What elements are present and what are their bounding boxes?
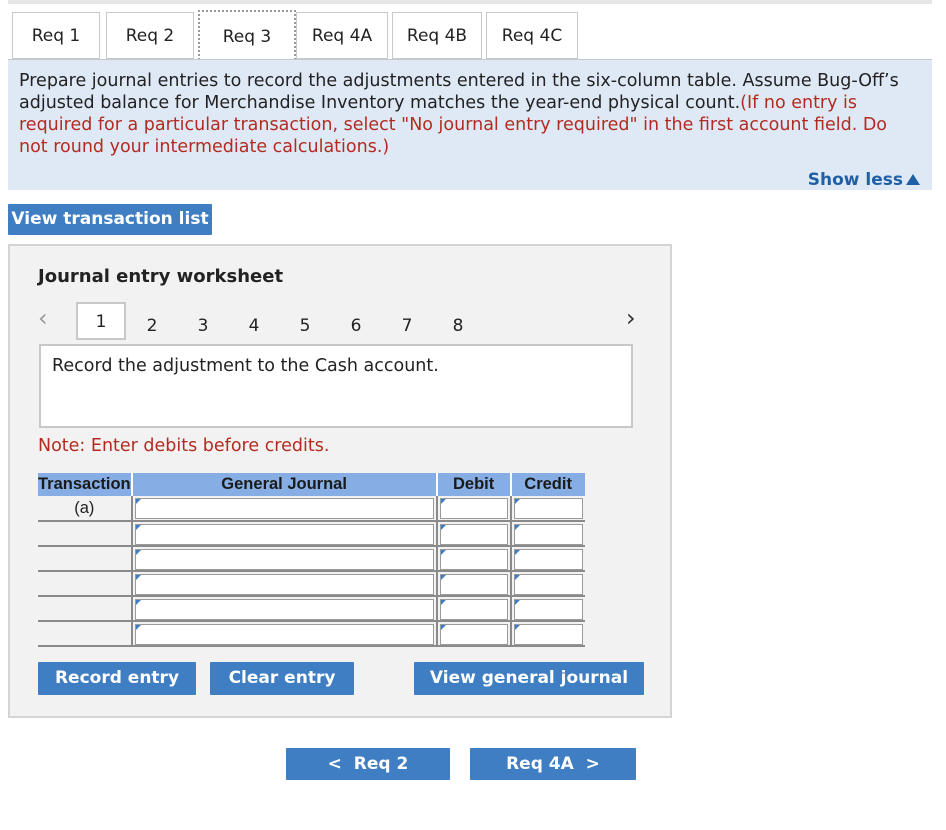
credit-input[interactable] <box>514 498 583 519</box>
entry-page-5[interactable]: 5 <box>299 316 311 336</box>
table-row <box>38 621 585 646</box>
account-cell <box>132 571 437 596</box>
next-req-label: Req 4A <box>506 754 574 774</box>
debit-input[interactable] <box>440 549 508 570</box>
triangle-up-icon <box>906 174 920 185</box>
debit-input[interactable] <box>440 574 508 595</box>
table-row <box>38 546 585 571</box>
transaction-cell <box>38 621 132 646</box>
requirement-tabs <box>8 10 932 60</box>
table-row <box>38 496 585 521</box>
instructions-box <box>8 60 932 190</box>
tab-req-1[interactable]: Req 1 <box>12 12 100 59</box>
table-row <box>38 521 585 546</box>
debit-cell <box>437 571 511 596</box>
debit-cell <box>437 596 511 621</box>
entry-pager <box>38 302 648 342</box>
next-req-button[interactable] <box>470 748 636 780</box>
debit-cell <box>437 496 511 521</box>
next-entry-arrow-icon[interactable]: › <box>626 304 636 332</box>
tab-req-4a[interactable]: Req 4A <box>296 12 388 59</box>
account-select[interactable] <box>135 524 434 545</box>
credit-cell <box>511 496 585 521</box>
tab-req-4c[interactable]: Req 4C <box>486 12 578 59</box>
journal-entry-worksheet <box>8 244 672 718</box>
col-credit: Credit <box>511 473 585 496</box>
credit-cell <box>511 521 585 546</box>
debit-cell <box>437 621 511 646</box>
entry-description: Record the adjustment to the Cash account. <box>39 344 633 428</box>
entry-page-4[interactable]: 4 <box>248 316 260 336</box>
credit-cell <box>511 621 585 646</box>
view-general-journal-button[interactable]: View general journal <box>414 662 644 695</box>
show-less-link[interactable] <box>808 170 920 190</box>
credit-input[interactable] <box>514 549 583 570</box>
credit-input[interactable] <box>514 574 583 595</box>
debit-cell <box>437 521 511 546</box>
prev-req-button[interactable] <box>286 748 450 780</box>
tab-req-2[interactable]: Req 2 <box>106 12 194 59</box>
transaction-cell <box>38 596 132 621</box>
show-less-label: Show less <box>807 170 903 190</box>
account-cell <box>132 596 437 621</box>
col-general-journal: General Journal <box>132 473 437 496</box>
account-select[interactable] <box>135 549 434 570</box>
record-entry-button[interactable]: Record entry <box>38 662 196 695</box>
debit-cell <box>437 546 511 571</box>
col-transaction: Transaction <box>38 473 132 496</box>
entry-page-6[interactable]: 6 <box>350 316 362 336</box>
debit-input[interactable] <box>440 624 508 645</box>
credit-input[interactable] <box>514 524 583 545</box>
entry-page-2[interactable]: 2 <box>146 316 158 336</box>
account-select[interactable] <box>135 599 434 620</box>
debit-input[interactable] <box>440 498 508 519</box>
entry-page-7[interactable]: 7 <box>401 316 413 336</box>
credit-cell <box>511 571 585 596</box>
transaction-cell: (a) <box>38 496 132 521</box>
journal-table <box>38 473 585 647</box>
debit-input[interactable] <box>440 524 508 545</box>
transaction-cell <box>38 546 132 571</box>
entry-page-1[interactable]: 1 <box>76 302 126 340</box>
credit-cell <box>511 596 585 621</box>
instructions-main: Prepare journal entries to record the adjustments entered in the six-column table. Assume Bug-Off’s adjusted balance for Merchandise Inventory matches the year-end physical count. <box>19 71 899 113</box>
account-select[interactable] <box>135 498 434 519</box>
view-transaction-list-button[interactable]: View transaction list <box>8 204 212 235</box>
account-select[interactable] <box>135 624 434 645</box>
account-cell <box>132 521 437 546</box>
account-select[interactable] <box>135 574 434 595</box>
account-cell <box>132 621 437 646</box>
entry-note: Note: Enter debits before credits. <box>38 436 330 456</box>
tab-req-3[interactable]: Req 3 <box>198 10 296 60</box>
transaction-cell <box>38 571 132 596</box>
table-row <box>38 596 585 621</box>
entry-page-3[interactable]: 3 <box>197 316 209 336</box>
col-debit: Debit <box>437 473 511 496</box>
account-cell <box>132 496 437 521</box>
prev-req-label: Req 2 <box>353 754 409 774</box>
instructions-note: (If no entry is required for a particular transaction, select "No journal entry required" in the first account field. Do not round your intermediate calculations.) <box>19 93 888 157</box>
table-row <box>38 571 585 596</box>
account-cell <box>132 546 437 571</box>
prev-entry-arrow-icon[interactable]: ‹ <box>38 304 48 332</box>
transaction-cell <box>38 521 132 546</box>
chevron-left-icon: < <box>327 754 342 774</box>
chevron-right-icon: > <box>585 754 600 774</box>
tab-req-4b[interactable]: Req 4B <box>392 12 482 59</box>
credit-input[interactable] <box>514 624 583 645</box>
top-divider <box>8 0 932 4</box>
clear-entry-button[interactable]: Clear entry <box>210 662 354 695</box>
credit-cell <box>511 546 585 571</box>
credit-input[interactable] <box>514 599 583 620</box>
debit-input[interactable] <box>440 599 508 620</box>
worksheet-title: Journal entry worksheet <box>38 266 284 287</box>
entry-page-8[interactable]: 8 <box>452 316 464 336</box>
